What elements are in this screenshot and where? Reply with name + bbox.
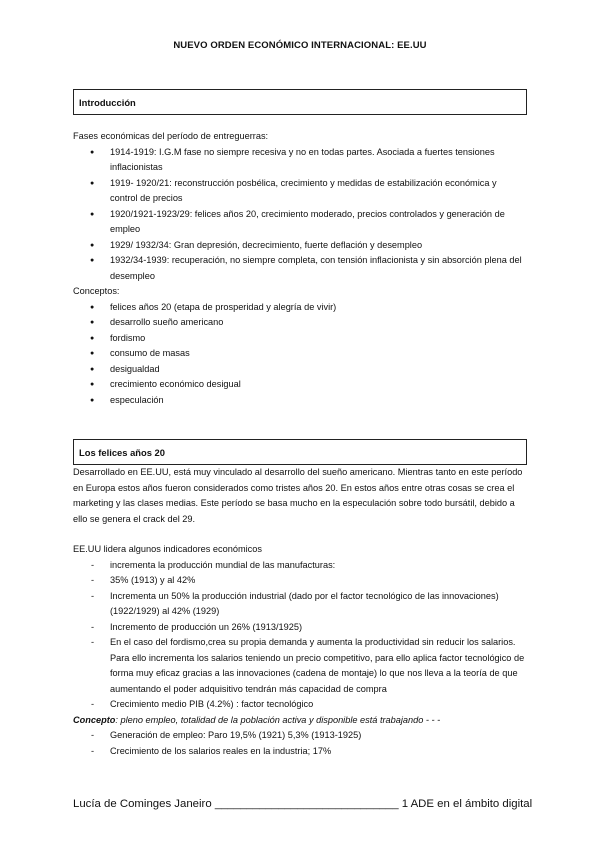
indicadores-label: EE.UU lidera algunos indicadores económicos — [73, 544, 262, 554]
list-item: - incrementa la producción mundial de las manufacturas: — [73, 558, 525, 574]
list-item: - En el caso del fordismo,crea su propia demanda y aumenta la productividad sin reducir los salarios. Para ello incrementa los salarios teniendo un precio competitivo, para ello aplica factor tecnológico de forma muy eficaz gracias a las innovaciones (cadena de montaje) lo que nos lleva a la teoría de que aumentando el poder adquisitivo tendrán más capacidad de compra — [73, 635, 525, 697]
footer: Lucía de Cominges Janeiro _____________________________ 1 ADE en el ámbito digital — [73, 798, 533, 810]
section-heading: Introducción — [79, 97, 136, 108]
list-item: ● especulación — [73, 393, 525, 409]
list-item: - Crecimiento medio PIB (4.2%) : factor tecnológico — [73, 697, 525, 713]
section-heading: Los felices años 20 — [79, 447, 165, 458]
empleo-list — [73, 728, 525, 759]
list-item: ● fordismo — [73, 331, 525, 347]
intro-paragraph: Desarrollado en EE.UU, está muy vinculado al desarrollo del sueño americano. Mientras tanto en este período en Europa estos años fueron considerados como tristes años 20. En estos años entre otras cosas se crea el marketing y las clases medias. Este período se basa mucho en la especulación sobre todo bursátil, debido a ello se genera el crack del 29. — [73, 467, 523, 524]
list-item: - Crecimiento de los salarios reales en la industria; 17% — [73, 744, 525, 760]
list-item: ● desigualdad — [73, 362, 525, 378]
intro-section — [73, 129, 525, 408]
list-item: ● 1914-1919: I.G.M fase no siempre recesiva y no en todas partes. Asociada a fuertes tensiones inflacionistas — [73, 145, 525, 176]
list-item: - Incremento de producción un 26% (1913/1925) — [73, 620, 525, 636]
list-item: - Incrementa un 50% la producción industrial (dado por el factor tecnológico de las innovaciones) (1922/1929) al 42% (1929) — [73, 589, 525, 620]
conceptos-list — [73, 300, 525, 409]
list-item: ● 1920/1921-1923/29: felices años 20, crecimiento moderado, precios controlados y generación de empleo — [73, 207, 525, 238]
list-item: - Generación de empleo: Paro 19,5% (1921) 5,3% (1913-1925) — [73, 728, 525, 744]
list-item: ● crecimiento económico desigual — [73, 377, 525, 393]
conceptos-label: Conceptos: — [73, 286, 120, 296]
list-item: - 35% (1913) y al 42% — [73, 573, 525, 589]
list-item: ● desarrollo sueño americano — [73, 315, 525, 331]
concepto-text: : pleno empleo, totalidad de la población activa y disponible está trabajando - - - — [115, 714, 441, 725]
concepto-label: Concepto — [73, 714, 116, 725]
list-item: ● consumo de masas — [73, 346, 525, 362]
list-item: ● 1919- 1920/21: reconstrucción posbélica, crecimiento y medidas de estabilización económica y control de precios — [73, 176, 525, 207]
list-item: ● felices años 20 (etapa de prosperidad y alegría de vivir) — [73, 300, 525, 316]
spacer — [73, 527, 525, 542]
fases-label: Fases económicas del período de entreguerras: — [73, 131, 269, 141]
page-title: NUEVO ORDEN ECONÓMICO INTERNACIONAL: EE.UU — [173, 40, 427, 51]
list-item: ● 1932/34-1939: recuperación, no siempre completa, con tensión inflacionista y sin absorción plena del desempleo — [73, 253, 525, 284]
indicadores-list — [73, 558, 525, 713]
section-heading-box — [73, 439, 527, 465]
concepto-line — [73, 713, 525, 729]
fases-list — [73, 145, 525, 285]
section-heading-box — [73, 89, 527, 115]
felices-section — [73, 465, 525, 759]
list-item: ● 1929/ 1932/34: Gran depresión, decrecimiento, fuerte deflación y desempleo — [73, 238, 525, 254]
